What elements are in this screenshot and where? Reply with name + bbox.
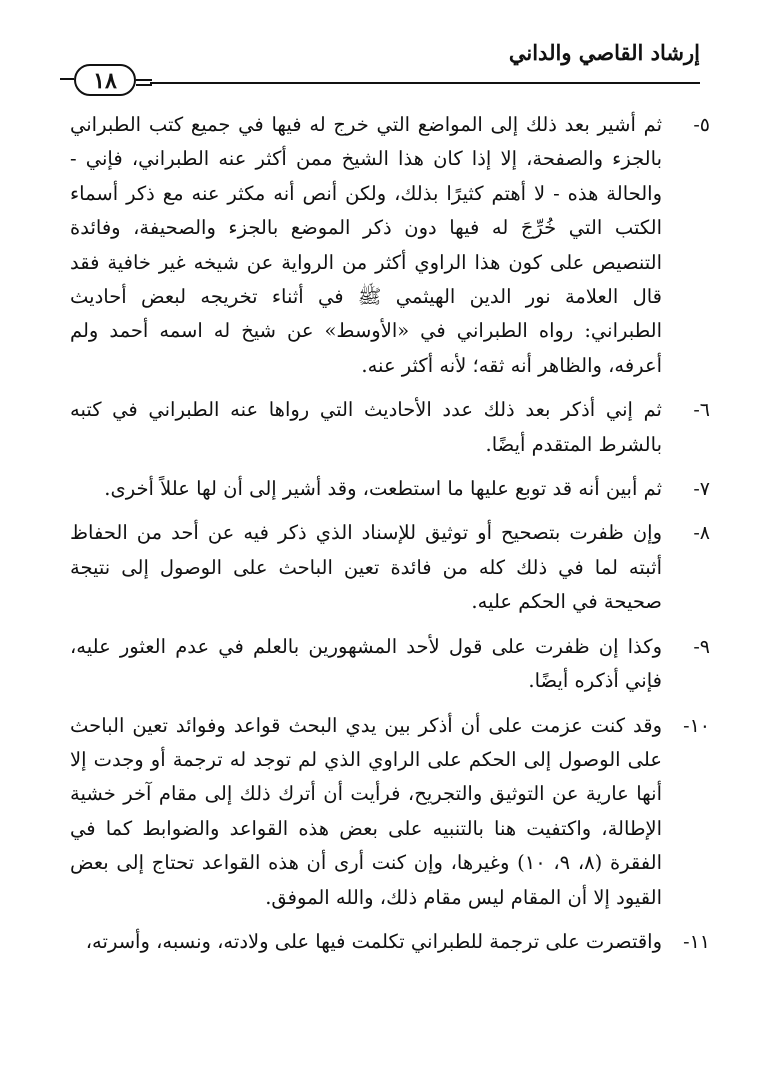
list-item	[70, 709, 710, 915]
item-number: ٩-	[693, 635, 710, 658]
item-text: ثم أشير بعد ذلك إلى المواضع التي خرج له فيها في جميع كتب الطبراني بالجزء والصفحة، إلا إذا كان هذا الشيخ ممن أكثر عنه الطبراني، فإني - والحالة هذه - لا أهتم كثيرًا بذلك، ولكن أنص أنه مكثر عنه مع ذكر أسماء الكتب التي خُرِّجَ له فيها دون ذكر الموضع بالجزء والصحيفة، وفائدة التنصيص على كون هذا الراوي أكثر من الرواية عن شيخه غير خافية فقد قال العلامة نور الدين الهيثمي ﷺ في أثناء تخريجه لبعض أحاديث الطبراني: رواه الطبراني في «الأوسط» عن شيخ له اسمه أحمد ولم أعرفه، والظاهر أنه ثقه؛ لأنه أكثر عنه.	[70, 113, 662, 377]
item-number: ٥-	[693, 114, 710, 136]
running-title: إرشاد القاصي والداني	[508, 40, 700, 65]
item-number: ١٠-	[683, 714, 710, 737]
item-text: وقد كنت عزمت على أن أذكر بين يدي البحث قواعد وفوائد تعين الباحث على الوصول إلى الحكم على الراوي الذي لم توجد له ترجمة أو وجدت إلا أنها عارية عن التوثيق والتجريح، فرأيت أن أترك ذلك إلى مقام آخر خشية الإطالة، واكتفيت هنا بالتنبيه على بعض هذه القواعد والضوابط كما في الفقرة (٨، ٩، ١٠) وغيرها، وإن كنت أرى أن هذه القواعد تحتاج إلى بعض القيود إلا أن المقام ليس مقام ذلك، والله الموفق.	[70, 713, 663, 909]
badge-right-line-bottom	[136, 84, 152, 86]
badge-right-line-top	[136, 79, 152, 81]
list-item	[70, 393, 710, 462]
item-text: ثم إني أذكر بعد ذلك عدد الأحاديث التي رواها عنه الطبراني في كتبه بالشرط المتقدم أيضًا.	[70, 398, 662, 456]
running-header	[60, 30, 700, 94]
item-number: ٨-	[693, 522, 710, 545]
item-number: ٧-	[693, 478, 710, 501]
item-text: واقتصرت على ترجمة للطبراني تكلمت فيها على ولادته، ونسبه، وأسرته،	[85, 929, 662, 953]
item-text: وكذا إن ظفرت على قول لأحد المشهورين بالعلم في عدم العثور عليه، فإني أذكره أيضًا.	[70, 634, 663, 693]
list-item	[70, 925, 710, 959]
page-body	[70, 108, 710, 969]
item-text: ثم أبين أنه قد توبع عليها ما استطعت، وقد أشير إلى أن لها عللاً أخرى.	[104, 477, 662, 501]
list-item	[70, 516, 710, 619]
list-item	[70, 630, 710, 699]
item-text: وإن ظفرت بتصحيح أو توثيق للإسناد الذي ذكر فيه عن أحد من الحفاظ أثبته لما في ذلك كله من فائدة تعين الباحث على الوصول إلى نتيجة صحيحة في الحكم عليه.	[70, 521, 662, 614]
list-item	[70, 108, 710, 383]
page-number-badge	[60, 64, 152, 100]
header-rule	[150, 82, 700, 84]
item-number: ١١-	[683, 930, 710, 953]
page-number: ١٨	[74, 64, 136, 96]
badge-left-cap	[60, 78, 74, 80]
item-number: ٦-	[693, 399, 710, 422]
list-item	[70, 472, 710, 506]
